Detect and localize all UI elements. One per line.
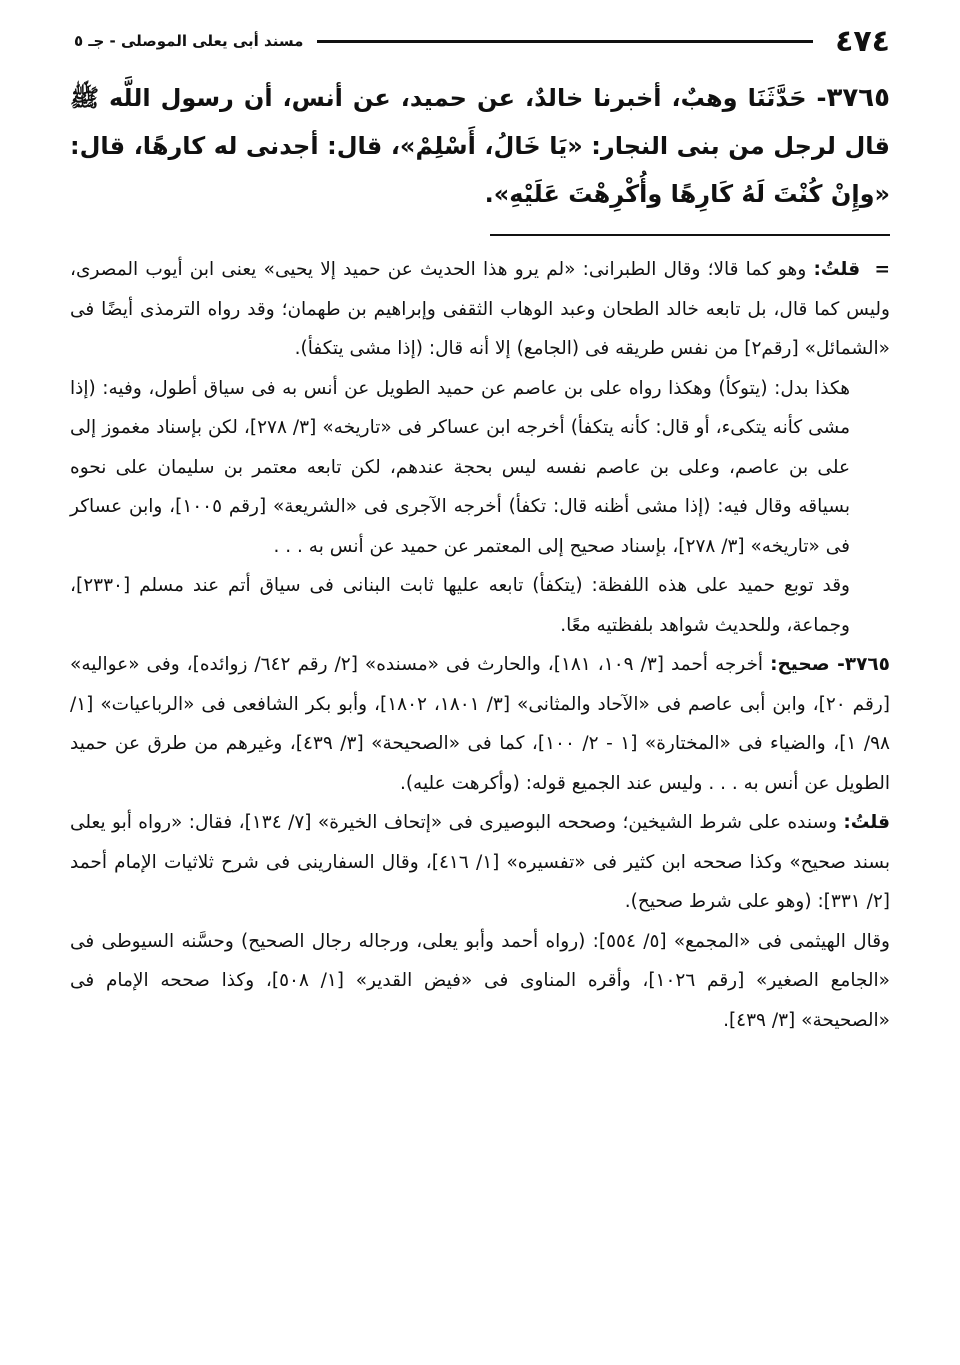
qultu-label: قلتُ: xyxy=(843,812,890,833)
page-number: ٤٧٤ xyxy=(835,23,890,59)
footnote-paragraph: وقد توبع حميد على هذه اللفظة: (يتكفأ) تابعه عليها ثابت البنانى فى سياق أتم عند مسلم [٢٣٣٠]، وجماعة، وللحديث شواهد بلفظتيه معًا. xyxy=(70,575,850,636)
hadith-text: - حَدَّثَنَا وهبٌ، أخبرنا خالدٌ، عن حميد، عن أنس، أن رسول اللَّه ﷺ قال لرجل من بنى النجار: «يَا خَالُ، أَسْلِمْ»، قال: أجدنى له كارهًا، قال: «وإِنْ كُنْتَ لَهُ كَارِهًا وأُكْرِهْتَ عَلَيْهِ». xyxy=(70,84,890,208)
qultu-label: قلتُ: xyxy=(813,259,861,280)
takhrij-label: ٣٧٦٥- صحيح: xyxy=(770,654,890,675)
footnote-text: أخرجه أحمد [٣/ ١٠٩، ١٨١]، والحارث فى «مسنده» [٢/ رقم ٦٤٢/ زوائده]، وفى «عواليه» [رقم ٢٠]، وابن أبى عاصم فى «الآحاد والمثانى» [٣/ ١٨٠١، ١٨٠٢]، وأبو بكر الشافعى فى «الرباعيات» [١/ ٩٨/ ١]، والضياء فى «المختارة» [١ - ٢/ ١٠٠]، كما فى «الصحيحة» [٣/ ٤٣٩]، وغيرهم من طرق عن حميد الطويل عن أنس به . . . وليس عند الجميع قوله: (وأكرهت عليه). xyxy=(70,654,890,794)
footnote-paragraph xyxy=(70,250,890,369)
footnote-paragraph xyxy=(70,645,890,803)
running-title: مسند أبى يعلى الموصلى - جـ ٥ xyxy=(74,32,304,50)
page-header xyxy=(70,18,890,64)
footnote-text: وسنده على شرط الشيخين؛ وصححه البوصيرى فى «إتحاف الخيرة» [٧/ ١٣٤]، فقال: «رواه أبو يعلى بسند صحيح» وكذا صححه ابن كثير فى «تفسيره» [١/ ٤١٦]، وقال السفارينى فى شرح ثلاثيات الإمام أحمد [٢/ ٣٣١]: (وهو على شرط صحيح). xyxy=(70,812,890,912)
page xyxy=(70,18,890,1365)
footnotes xyxy=(70,250,890,1040)
footnote-paragraph: هكذا بدل: (يتوكأ) وهكذا رواه على بن عاصم عن حميد الطويل عن أنس به فى سياق أطول، وفيه: (إذا مشى كأنه يتكىء، أو قال: كأنه يتكفأ) أخرجه ابن عساكر فى «تاريخه» [٣/ ٢٧٨]، لكن بإسناد مغموز إلى على بن عاصم، وعلى بن عاصم نفسه ليس بحجة عندهم، لكن تابعه معتمر بن سليمان على نحوه بسياقه وقال فيه: (إذا مشى أظنه قال: تكفأ) أخرجه الآجرى فى «الشريعة» [رقم ١٠٠٥]، وابن عساكر فى «تاريخه» [٣/ ٢٧٨]، بإسناد صحيح إلى المعتمر عن حميد عن أنس به . . . xyxy=(70,377,850,557)
footnote-paragraph: وقال الهيثمى فى «المجمع» [٥/ ٥٥٤]: (رواه أحمد وأبو يعلى، ورجاله رجال الصحيح) وحسَّنه السيوطى فى «الجامع الصغير» [رقم ١٠٢٦]، وأقره المناوى فى «فيض القدير» [١/ ٥٠٨]، وكذا صححه الإمام فى «الصحيحة» [٣/ ٤٣٩]. xyxy=(70,930,891,1031)
hadith-block xyxy=(70,74,890,218)
header-rule xyxy=(317,40,813,43)
footnote-separator xyxy=(490,234,890,236)
continuation-marker: = xyxy=(874,259,890,280)
hadith-number: ٣٧٦٥ xyxy=(826,83,890,113)
footnote-text: وهو كما قالا؛ وقال الطبرانى: «لم يرو هذا الحديث عن حميد إلا يحيى» يعنى ابن أيوب المصرى، وليس كما قال، بل تابعه خالد الطحان وعبد الوهاب الثقفى وإبراهيم بن طهمان؛ وقد رواه الترمذى أيضًا فى «الشمائل» [رقم٢] من نفس طريقه فى (الجامع) إلا أنه قال: (إذا مشى يتكفأ). xyxy=(70,259,890,359)
footnote-paragraph xyxy=(70,803,890,922)
